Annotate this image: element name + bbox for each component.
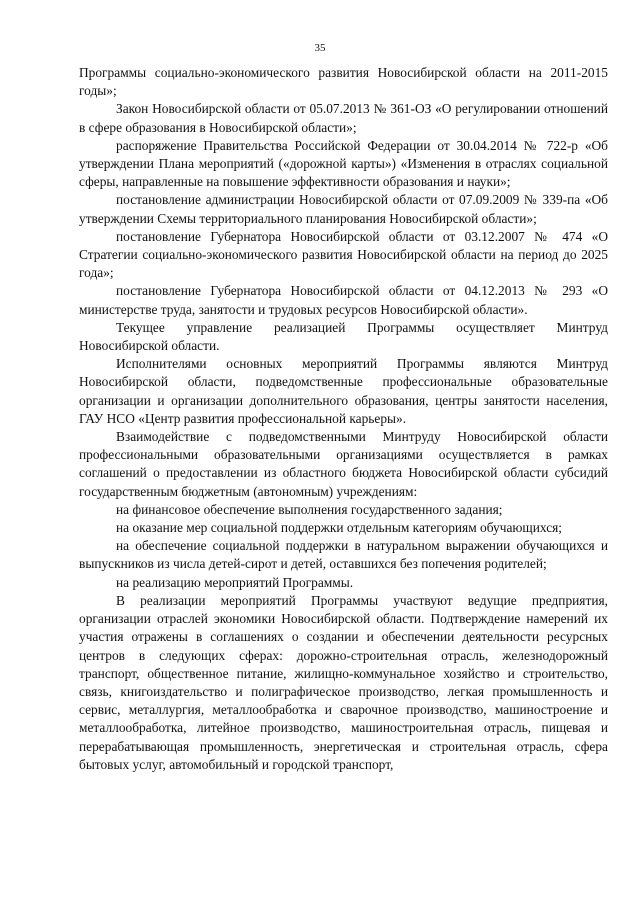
paragraph: постановление Губернатора Новосибирской области от 04.12.2013 № 293 «О министерстве труда, занятости и трудовых ресурсов Новосибирской области».: [79, 283, 608, 317]
list-item: на оказание мер социальной поддержки отдельным категориям обучающихся;: [116, 520, 563, 536]
paragraph: Взаимодействие с подведомственными Минтруду Новосибирской области профессиональными образовательными организациями осуществляется в рамках соглашений о предоставлении из областного бюджета Новосибирской области субсидий государственным бюджетным (автономным) учреждениям:: [79, 429, 608, 499]
body-text: [79, 64, 608, 774]
list-item: на финансовое обеспечение выполнения государственного задания;: [116, 501, 503, 517]
paragraph: распоряжение Правительства Российской Федерации от 30.04.2014 № 722-р «Об утверждении Плана мероприятий («дорожной карты») «Изменения в отраслях социальной сферы, направленные на повышение эффективности образования и науки»;: [79, 137, 608, 190]
paragraph: Исполнителями основных мероприятий Программы являются Минтруд Новосибирской области, подведомственные профессиональные образовательные организации и организации дополнительного образования, центры занятости населения, ГАУ НСО «Центр развития профессиональной карьеры».: [79, 356, 608, 426]
page-number: 35: [314, 42, 326, 54]
paragraph: Программы социально-экономического развития Новосибирской области на 2011-2015 годы»;: [79, 65, 608, 99]
paragraph: постановление администрации Новосибирской области от 07.09.2009 № 339-па «Об утверждении Схемы территориального планирования Новосибирской области»;: [79, 192, 608, 226]
list-item: на реализацию мероприятий Программы.: [116, 574, 354, 590]
paragraph: Закон Новосибирской области от 05.07.2013 № 361-ОЗ «О регулировании отношений в сфере образования в Новосибирской области»;: [79, 101, 608, 135]
paragraph: В реализации мероприятий Программы участвуют ведущие предприятия, организации отраслей экономики Новосибирской области. Подтверждение намерений их участия отражены в соглашениях о создании и обеспечении деятельности ресурсных центров в следующих сферах: дорожно-строительная отрасль, железнодорожный транспорт, общественное питание, жилищно-коммунальное хозяйство и строительство, связь, книгоиздательство и полиграфическое производство, легкая промышленность и сервис, металлургия, металлообработка и сварочное производство, машиностроение и металлообработка, литейное производство, машиностроительная отрасль, пищевая и перерабатывающая промышленность, энергетическая и строительная отрасль, сфера бытовых услуг, автомобильный и городской транспорт,: [79, 592, 608, 772]
paragraph: постановление Губернатора Новосибирской области от 03.12.2007 № 474 «О Стратегии социально-экономического развития Новосибирской области на период до 2025 года»;: [79, 228, 608, 281]
list-item: на обеспечение социальной поддержки в натуральном выражении обучающихся и выпускников из числа детей-сирот и детей, оставшихся без попечения родителей;: [79, 538, 608, 572]
paragraph: Текущее управление реализацией Программы осуществляет Минтруд Новосибирской области.: [79, 319, 608, 354]
